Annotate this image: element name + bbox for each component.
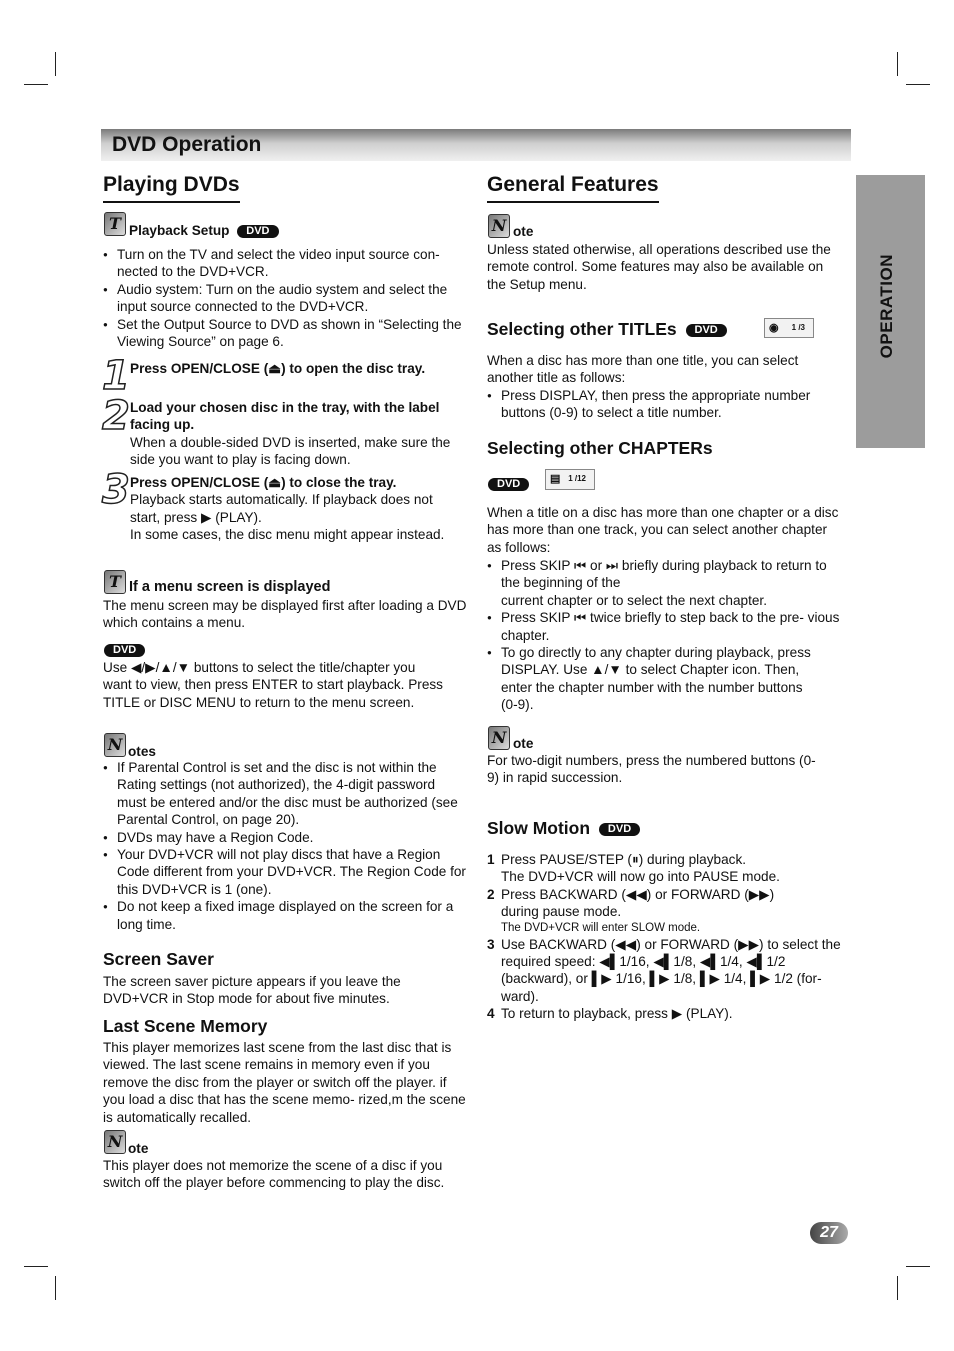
note-text: For two-digit numbers, press the numbered buttons (0-9) in rapid succession.	[487, 753, 816, 786]
step-1-number: 1	[102, 353, 130, 399]
film-icon: ▤	[550, 473, 561, 485]
note-text: This player does not memorize the scene of a disc if you switch off the player before commencing to play the disc.	[103, 1158, 445, 1191]
step-2-bold: Load your chosen disc in the tray, with the label facing up.	[130, 400, 440, 433]
list-item: ● Press SKIP ⏮ or ⏭ briefly during playback to return to the beginning of the current chapter or to select the next chapter.	[487, 557, 847, 609]
playing-dvds-title: Playing DVDs	[103, 172, 240, 203]
tip-icon: T	[104, 570, 126, 594]
list-item: ● Press DISPLAY, then press the appropriate number buttons (0-9) to select a title number.	[487, 387, 839, 422]
dvd-badge: DVD	[488, 475, 529, 492]
titles-list	[487, 387, 839, 422]
last-scene-text: This player memorizes last scene from the last disc that is viewed. The last scene remains in memory even if you remove the disc from the player or switch off the player. if you load a disc that has the scene memo- rized,m the scene is automatically recalled.	[103, 1040, 466, 1125]
note-icon: N	[488, 726, 510, 750]
section-banner	[101, 129, 851, 161]
list-item: 2 Press BACKWARD (◀◀) or FORWARD (▶▶) during pause mode. The DVD+VCR will enter SLOW mode.	[487, 886, 775, 934]
crop-mark	[897, 1276, 898, 1300]
dvd-badge: DVD	[599, 823, 640, 836]
step-2	[130, 399, 465, 469]
selecting-titles-heading: Selecting other TITLEs DVD	[487, 318, 727, 340]
titles-text: When a disc has more than one title, you can select another title as follows:	[487, 353, 799, 386]
setup-list	[103, 246, 465, 350]
list-item: 1 Press PAUSE/STEP (⏸) during playback. The DVD+VCR will now go into PAUSE mode.	[487, 852, 780, 885]
title-osd-indicator: ◉ 1 /3	[764, 318, 814, 338]
banner-title: DVD Operation	[112, 133, 262, 156]
note-label: ote	[128, 1141, 149, 1156]
playback-setup-heading: Playback Setup DVD	[129, 222, 279, 239]
crop-mark	[24, 1266, 48, 1267]
list-item: ● Do not keep a fixed image displayed on the screen for a long time.	[103, 898, 467, 933]
step-3-number: 3	[102, 467, 130, 513]
slow-motion-steps	[487, 851, 847, 1023]
step-3-text: Playback starts automatically. If playback does not start, press ▶ (PLAY).	[130, 492, 433, 525]
list-item: ● Press SKIP ⏮ twice briefly to step back to the pre- vious chapter.	[487, 609, 847, 644]
step-1-text: Press OPEN/CLOSE (⏏) to open the disc tray.	[130, 361, 426, 376]
general-features-title: General Features	[487, 172, 659, 203]
step-3	[130, 474, 465, 544]
step-2-number: 2	[102, 393, 130, 439]
list-item: ● To go directly to any chapter during playback, press DISPLAY. Use ▲/▼ to select Chapter icon. Then, enter the chapter number with the number buttons (0-9).	[487, 644, 847, 714]
tip-icon: T	[104, 212, 126, 236]
note-icon: N	[104, 733, 126, 757]
notes-label: otes	[128, 744, 156, 759]
step-3-text2: In some cases, the disc menu might appear instead.	[130, 527, 445, 543]
step-2-text: When a double-sided DVD is inserted, make sure the side you want to play is facing down.	[130, 434, 451, 468]
side-tab-label: OPERATION	[877, 254, 896, 359]
note-text: Unless stated otherwise, all operations described use the remote control. Some features may also be available on the Setup menu.	[487, 242, 831, 292]
note-icon: N	[104, 1130, 126, 1154]
note-icon: N	[488, 214, 510, 238]
selecting-chapters-heading: Selecting other CHAPTERs	[487, 438, 713, 458]
side-tab	[856, 175, 925, 448]
list-item: ● Turn on the TV and select the video input source con- nected to the DVD+VCR.	[103, 246, 465, 281]
list-item: ● Set the Output Source to DVD as shown in “Selecting the Viewing Source” on page 6.	[103, 316, 465, 351]
menu-heading: If a menu screen is displayed	[129, 579, 331, 595]
dvd-badge: DVD	[104, 641, 145, 658]
note-label: ote	[513, 736, 534, 751]
slow-motion-heading: Slow Motion DVD	[487, 817, 640, 839]
list-item: ● Your DVD+VCR will not play discs that have a Region Code different from your DVD+VCR. The Region Code for this DVD+VCR is 1 (one).	[103, 846, 467, 898]
list-item: ● DVDs may have a Region Code.	[103, 829, 467, 846]
screen-saver-heading: Screen Saver	[103, 949, 214, 969]
menu-text: The menu screen may be displayed first after loading a DVD which contains a menu.	[103, 598, 467, 631]
last-scene-heading: Last Scene Memory	[103, 1016, 268, 1036]
crop-mark	[906, 84, 930, 85]
crop-mark	[55, 52, 56, 76]
note-label: ote	[513, 224, 534, 239]
crop-mark	[906, 1266, 930, 1267]
list-item: ● Audio system: Turn on the audio system and select the input source connected to the DVD+VCR.	[103, 281, 465, 316]
crop-mark	[24, 84, 48, 85]
notes-list	[103, 759, 467, 933]
list-item: 3 Use BACKWARD (◀◀) or FORWARD (▶▶) to select the required speed: ◀▌1/16, ◀▌1/8, ◀▌1/4, ◀▌1/2 (backward), or ▌▶ 1/16, ▌▶ 1/8, ▌▶ 1/4, ▌▶ 1/2 (for- ward).	[487, 936, 841, 1004]
dvd-badge: DVD	[686, 324, 727, 337]
page-number: 27	[810, 1222, 848, 1244]
chapter-osd-indicator: ▤ 1 /12	[545, 469, 595, 490]
disc-icon: ◉	[769, 322, 779, 334]
step-3-bold: Press OPEN/CLOSE (⏏) to close the tray.	[130, 475, 397, 490]
chapters-text: When a title on a disc has more than one chapter or a disc has more than one track, you can select another chapter as follows:	[487, 505, 839, 555]
crop-mark	[897, 52, 898, 76]
menu-text2: Use ◀/▶/▲/▼ buttons to select the title/chapter you want to view, then press ENTER to start playback. Press TITLE or DISC MENU to return to the menu screen.	[103, 660, 443, 710]
chapters-list	[487, 557, 847, 714]
list-item: ● If Parental Control is set and the disc is not within the Rating settings (not authorized), the 4-digit password must be entered and/or the disc must be authorized (see Parental Control, on page 20).	[103, 759, 467, 829]
list-item: 4 To return to playback, press ▶ (PLAY).	[487, 1006, 733, 1022]
crop-mark	[55, 1276, 56, 1300]
dvd-badge: DVD	[237, 225, 278, 238]
screen-saver-text: The screen saver picture appears if you leave the DVD+VCR in Stop mode for about five minutes.	[103, 974, 401, 1007]
